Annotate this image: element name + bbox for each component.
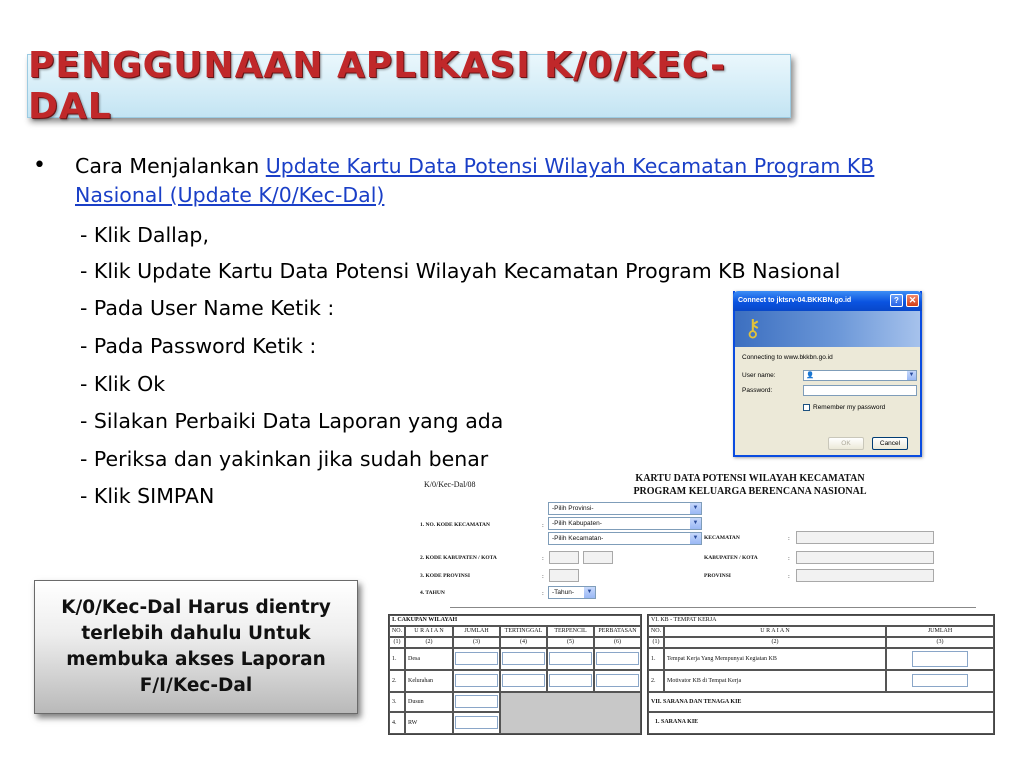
note-box <box>34 580 358 714</box>
table-col-number: (2) <box>664 637 886 648</box>
kabupaten-field[interactable] <box>796 551 934 564</box>
cakupan-wilayah-table <box>388 614 642 735</box>
kecamatan-label: KECAMATAN <box>704 535 740 541</box>
provinsi-field[interactable] <box>796 569 934 582</box>
select-text: -Pilih Kecamatan- <box>552 535 604 542</box>
colon: : <box>542 522 544 529</box>
step-item: - Klik Ok <box>80 372 166 396</box>
section-subtitle: 1. SARANA KIE <box>648 712 994 734</box>
table-col-number: (5) <box>547 637 594 648</box>
table-header: TERPENCIL <box>547 626 594 637</box>
chevron-down-icon: ▼ <box>690 518 701 529</box>
colon: : <box>788 555 790 562</box>
tahun-label: 4. TAHUN <box>420 590 445 596</box>
table-col-number: (4) <box>500 637 547 648</box>
cancel-button[interactable]: Cancel <box>872 437 908 450</box>
remember-checkbox[interactable] <box>803 404 810 411</box>
bullet-line <box>75 181 384 209</box>
kb-tempat-kerja-table <box>647 614 995 735</box>
bullet-prefix: Cara Menjalankan <box>75 154 266 178</box>
note-line: terlebih dahulu Untuk <box>81 623 311 644</box>
step-item: - Periksa dan yakinkan jika sudah benar <box>80 447 489 471</box>
kelurahan-tertinggal-input[interactable] <box>502 674 545 687</box>
step-item: - Klik SIMPAN <box>80 484 215 508</box>
username-combo[interactable] <box>803 370 917 381</box>
password-label: Password: <box>742 387 773 394</box>
user-icon: 👤 <box>806 372 815 379</box>
note-line: K/0/Kec-Dal Harus dientry <box>61 597 331 618</box>
login-dialog <box>733 291 922 457</box>
table-col-number: (3) <box>453 637 500 648</box>
desa-perbatasan-input[interactable] <box>596 652 639 665</box>
slide-title: PENGGUNAAN APLIKASI K/0/KEC-DAL <box>28 45 727 127</box>
form-code: K/0/Kec-Dal/08 <box>424 480 476 489</box>
row-no: 4. <box>389 712 405 734</box>
table-header: U R A I A N <box>664 626 886 637</box>
provinsi-label: PROVINSI <box>704 573 731 579</box>
kelurahan-jumlah-input[interactable] <box>455 674 498 687</box>
kecamatan-select[interactable] <box>548 532 702 545</box>
table-title: VI. KB - TEMPAT KERJA <box>648 615 994 626</box>
update-link-cont[interactable]: Nasional (Update K/0/Kec-Dal) <box>75 183 385 207</box>
kelurahan-terpencil-input[interactable] <box>549 674 592 687</box>
kode-provinsi-label: 3. KODE PROVINSI <box>420 573 470 579</box>
kabupaten-select[interactable] <box>548 517 702 530</box>
chevron-down-icon: ▼ <box>690 503 701 514</box>
divider <box>450 607 976 608</box>
tahun-select[interactable] <box>548 586 596 599</box>
form-heading-1: KARTU DATA POTENSI WILAYAH KECAMATAN <box>635 473 865 484</box>
row-name: Desa <box>405 648 453 670</box>
row-name: Kelurahan <box>405 670 453 692</box>
table-header: JUMLAH <box>453 626 500 637</box>
row-no: 1. <box>648 648 664 670</box>
tempat-kerja-input[interactable] <box>912 651 968 667</box>
table-col-number: (1) <box>389 637 405 648</box>
note-line: membuka akses Laporan <box>66 649 326 670</box>
provinsi-select[interactable] <box>548 502 702 515</box>
table-header: NO. <box>389 626 405 637</box>
row-name: RW <box>405 712 453 734</box>
step-item: - Klik Update Kartu Data Potensi Wilayah Kecamatan Program KB Nasional <box>80 259 841 283</box>
password-input[interactable] <box>803 385 917 396</box>
note-line: F/I/Kec-Dal <box>139 675 253 696</box>
kartu-form <box>380 470 1000 735</box>
row-name: Dusun <box>405 692 453 712</box>
table-header: U R A I A N <box>405 626 453 637</box>
kecamatan-field[interactable] <box>796 531 934 544</box>
kode-provinsi-field[interactable] <box>549 569 579 582</box>
colon: : <box>542 555 544 562</box>
kabupaten-label: KABUPATEN / KOTA <box>704 555 758 561</box>
select-text: -Pilih Kabupaten- <box>552 520 602 527</box>
section-title: VII. SARANA DAN TENAGA KIE <box>648 692 994 712</box>
table-title: I. CAKUPAN WILAYAH <box>389 615 641 626</box>
table-col-number: (6) <box>594 637 641 648</box>
ok-button[interactable]: OK <box>828 437 864 450</box>
select-text: -Tahun- <box>552 589 575 596</box>
row-name: Tempat Kerja Yang Mempunyai Kegiatan KB <box>664 648 886 670</box>
username-label: User name: <box>742 372 776 379</box>
table-header: TERTINGGAL <box>500 626 547 637</box>
select-text: -Pilih Provinsi- <box>552 505 594 512</box>
chevron-down-icon: ▼ <box>584 587 595 598</box>
table-header: JUMLAH <box>886 626 994 637</box>
chevron-down-icon: ▼ <box>690 533 701 544</box>
bullet-line <box>75 152 874 180</box>
step-item: - Pada User Name Ketik : <box>80 296 335 320</box>
dialog-banner <box>735 311 920 347</box>
close-icon[interactable]: ✕ <box>906 294 919 307</box>
remember-label: Remember my password <box>813 404 886 411</box>
desa-terpencil-input[interactable] <box>549 652 592 665</box>
chevron-down-icon[interactable]: ▼ <box>908 372 915 378</box>
kode-kabupaten-field-a[interactable] <box>549 551 579 564</box>
dialog-titlebar[interactable] <box>733 291 922 311</box>
colon: : <box>542 573 544 580</box>
row-no: 2. <box>389 670 405 692</box>
motivator-input[interactable] <box>912 674 968 687</box>
colon: : <box>788 573 790 580</box>
help-icon[interactable]: ? <box>890 294 903 307</box>
row-no: 1. <box>389 648 405 670</box>
disabled-area <box>500 692 641 734</box>
step-item: - Pada Password Ketik : <box>80 334 317 358</box>
connecting-text: Connecting to www.bkkbn.go.id <box>742 354 833 361</box>
keys-icon: ⚷ <box>744 315 762 342</box>
step-item: - Klik Dallap, <box>80 223 209 247</box>
colon: : <box>542 590 544 597</box>
kelurahan-perbatasan-input[interactable] <box>596 674 639 687</box>
bullet-icon: • <box>33 153 46 178</box>
form-heading-2: PROGRAM KELUARGA BERENCANA NASIONAL <box>633 486 867 497</box>
dialog-title: Connect to jktsrv-04.BKKBN.go.id <box>738 297 852 304</box>
table-col-number: (3) <box>886 637 994 648</box>
dusun-jumlah-input[interactable] <box>455 695 498 708</box>
update-link[interactable]: Update Kartu Data Potensi Wilayah Kecamatan Program KB <box>265 154 875 178</box>
row-no: 2. <box>648 670 664 692</box>
row-no: 3. <box>389 692 405 712</box>
desa-jumlah-input[interactable] <box>455 652 498 665</box>
kode-kabupaten-field-b[interactable] <box>583 551 613 564</box>
table-header: NO. <box>648 626 664 637</box>
table-header: PERBATASAN <box>594 626 641 637</box>
table-col-number: (2) <box>405 637 453 648</box>
row-name: Motivator KB di Tempat Kerja <box>664 670 886 692</box>
desa-tertinggal-input[interactable] <box>502 652 545 665</box>
kode-kecamatan-label: 1. NO. KODE KECAMATAN <box>420 522 490 528</box>
kode-kabupaten-label: 2. KODE KABUPATEN / KOTA <box>420 555 497 561</box>
table-col-number: (1) <box>648 637 664 648</box>
step-item: - Silakan Perbaiki Data Laporan yang ada <box>80 409 504 433</box>
colon: : <box>788 535 790 542</box>
rw-jumlah-input[interactable] <box>455 716 498 729</box>
